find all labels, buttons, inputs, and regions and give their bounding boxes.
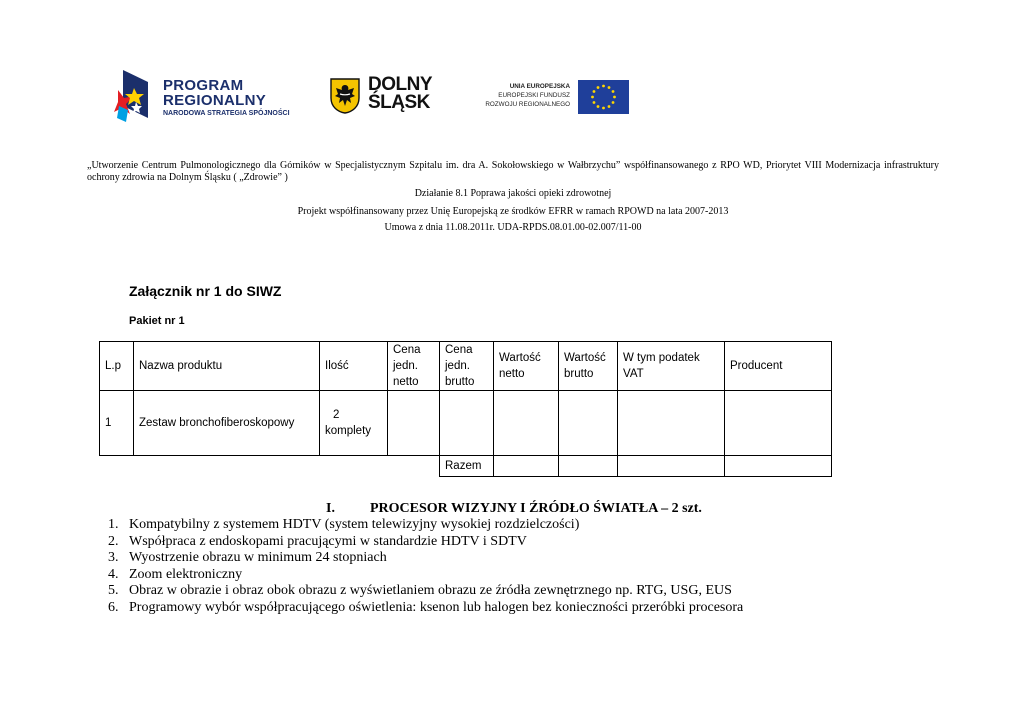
header-unit-net-2: jedn. (393, 360, 418, 372)
header-unit-net-3: netto (393, 376, 419, 388)
header-vat-1: W tym podatek (623, 352, 700, 364)
row-qty-number: 2 (333, 409, 340, 421)
total-producer-cell[interactable] (725, 456, 832, 477)
table-total-row (100, 456, 832, 477)
eu-star-icon (602, 85, 605, 88)
section-title-text: PROCESOR WIZYJNY I ŹRÓDŁO ŚWIATŁA – 2 szt. (370, 501, 702, 516)
row-qty (320, 391, 388, 456)
list-item-number: 5. (108, 583, 119, 599)
eu-star-icon (591, 96, 594, 99)
program-logo-line1: PROGRAM (163, 77, 244, 94)
list-item (108, 517, 743, 534)
eu-star-icon (608, 86, 611, 89)
header-value-gross-1: Wartość (564, 352, 606, 364)
eu-star-icon (593, 101, 596, 104)
section-number: I. (326, 501, 335, 516)
header-value-gross-2: brutto (564, 368, 594, 380)
pricing-table (99, 341, 832, 477)
total-spacer (100, 456, 440, 477)
list-item-number: 1. (108, 517, 119, 532)
row-producer-cell[interactable] (725, 391, 832, 456)
eu-star-icon (612, 90, 615, 93)
eu-star-icon (597, 86, 600, 89)
header-qty: Ilość (320, 342, 388, 391)
row-vat-cell[interactable] (618, 391, 725, 456)
eu-star-icon (593, 90, 596, 93)
header-unit-gross-2: jedn. (445, 360, 470, 372)
header-producer: Producent (725, 342, 832, 391)
eu-star-icon (597, 105, 600, 108)
header-value-net-1: Wartość (499, 352, 541, 364)
row-unit-gross-cell[interactable] (440, 391, 494, 456)
total-value-gross-cell[interactable] (559, 456, 618, 477)
header-name: Nazwa produktu (134, 342, 320, 391)
program-regionalny-emblem (114, 68, 154, 126)
section-title (326, 501, 702, 517)
eu-star-icon (608, 105, 611, 108)
row-unit-net-cell[interactable] (388, 391, 440, 456)
list-item (108, 550, 743, 567)
eu-logo-line2: EUROPEJSKI FUNDUSZ (498, 92, 570, 99)
row-value-gross-cell[interactable] (559, 391, 618, 456)
list-item-number: 6. (108, 599, 119, 615)
list-item (108, 567, 743, 584)
header-vat-2: VAT (623, 368, 644, 380)
list-item-number: 2. (108, 533, 119, 549)
row-value-net-cell[interactable] (494, 391, 559, 456)
eu-logo (478, 78, 633, 118)
header-value-gross (559, 342, 618, 391)
list-item (108, 600, 743, 617)
table-header-row (100, 342, 832, 391)
header-value-net-2: netto (499, 368, 525, 380)
row-product-name: Zestaw bronchofiberoskopowy (134, 391, 320, 456)
eu-star-icon (602, 107, 605, 110)
header-lp: L.p (100, 342, 134, 391)
list-item-text: Współpraca z endoskopami pracującymi w standardzie HDTV i SDTV (129, 533, 527, 549)
list-item-number: 3. (108, 550, 119, 566)
header-unit-gross (440, 342, 494, 391)
eu-star-icon (612, 101, 615, 104)
list-item-text: Obraz w obrazie i obraz obok obrazu z wyświetlaniem obrazu ze źródła zewnętrznego np. RTG, USG, EUS (129, 583, 732, 599)
program-logo-line2: REGIONALNY (163, 92, 267, 109)
eu-flag-icon (578, 80, 629, 114)
header-unit-net-1: Cena (393, 344, 421, 356)
eu-logo-line3: ROZWOJU REGIONALNEGO (485, 101, 570, 108)
list-item (108, 583, 743, 600)
total-vat-cell[interactable] (618, 456, 725, 477)
program-logo-line3: NARODOWA STRATEGIA SPÓJNOŚCI (163, 110, 290, 117)
package-title: Pakiet nr 1 (129, 315, 185, 327)
row-qty-unit: komplety (325, 425, 372, 437)
header-unit-net (388, 342, 440, 391)
eu-logo-line1: UNIA EUROPEJSKA (509, 83, 570, 90)
list-item (108, 534, 743, 551)
dolny-logo-line2: ŚLĄSK (368, 92, 430, 113)
row-lp: 1 (100, 391, 134, 456)
list-item-text: Programowy wybór współpracującego oświetlenia: ksenon lub halogen bez konieczności przeróbki procesora (129, 599, 744, 615)
header-unit-gross-1: Cena (445, 344, 473, 356)
contract-line: Umowa z dnia 11.08.2011r. UDA-RPDS.08.01.00-02.007/11-00 (384, 222, 642, 233)
table-row (100, 391, 832, 456)
list-item-text: Zoom elektroniczny (129, 566, 243, 582)
cofinancing-line: Projekt współfinansowany przez Unię Europejską ze środków EFRR w ramach RPOWD na lata 2007-2013 (297, 206, 729, 217)
list-item-text: Kompatybilny z systemem HDTV (system telewizyjny wysokiej rozdzielczości) (129, 517, 580, 532)
requirements-list (108, 517, 743, 617)
header-value-net (494, 342, 559, 391)
attachment-title: Załącznik nr 1 do SIWZ (129, 283, 282, 299)
project-description: „Utworzenie Centrum Pulmonologicznego dla Górników w Specjalistycznym Szpitalu im. dra A. Sokołowskiego w Wałbrzychu” współfinansowanego z RPO WD, Priorytet VIII Modernizacja infrastruktury ochrony zdrowia na Dolnym Śląsku ( „Zdrowie” ) (87, 160, 939, 183)
dolny-logo-line1: DOLNY (368, 74, 432, 95)
dolny-slask-logo (330, 76, 450, 120)
list-item-text: Wyostrzenie obrazu w minimum 24 stopniach (129, 550, 387, 566)
eu-star-icon (613, 96, 616, 99)
total-label: Razem (440, 456, 494, 477)
list-item-number: 4. (108, 566, 119, 582)
total-value-net-cell[interactable] (494, 456, 559, 477)
eagle-crest-icon (330, 78, 360, 114)
header-vat (618, 342, 725, 391)
program-regionalny-logo (114, 68, 294, 128)
dzialanie-line: Działanie 8.1 Poprawa jakości opieki zdrowotnej (414, 188, 612, 199)
header-unit-gross-3: brutto (445, 376, 475, 388)
